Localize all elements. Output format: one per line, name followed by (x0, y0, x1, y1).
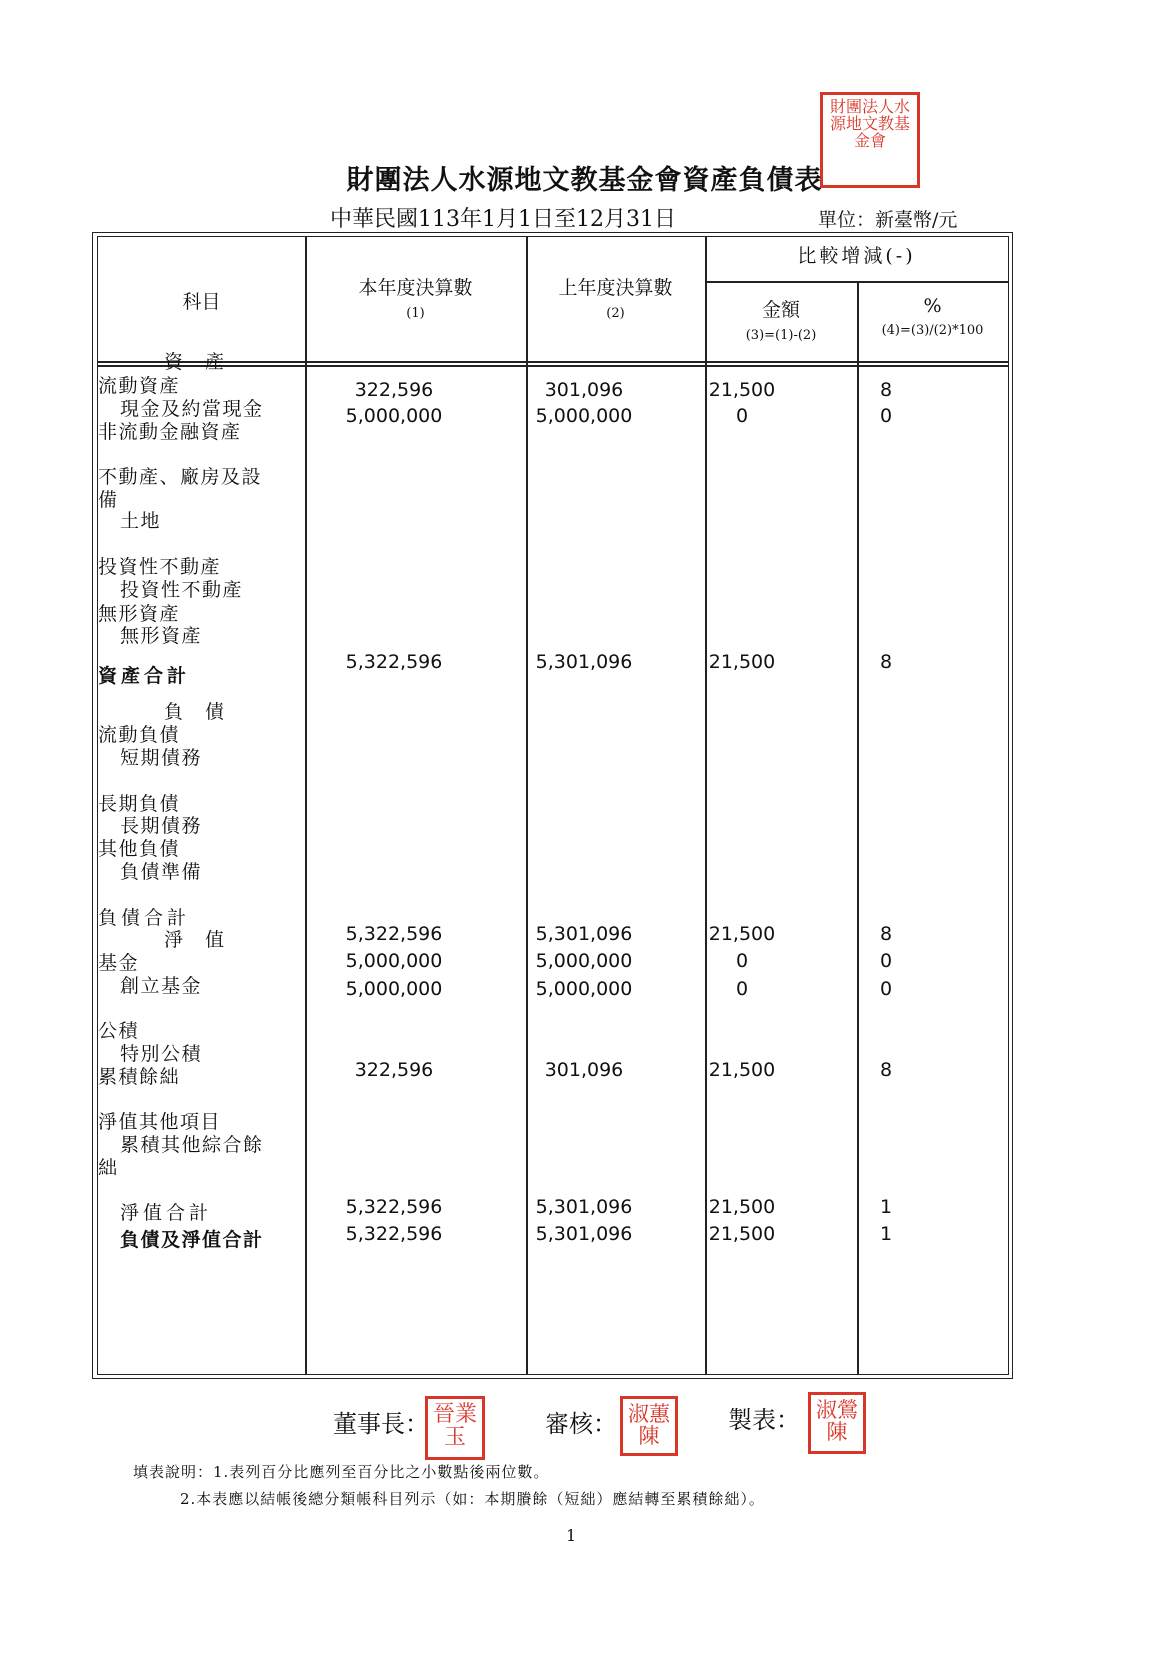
cell-previous: 301,096 (544, 379, 624, 401)
cell-amount: 21,500 (708, 923, 776, 945)
cell-previous: 5,000,000 (535, 950, 633, 972)
label-total-liabilities-equity: 負債及淨值合計 (120, 1229, 264, 1251)
header-item (98, 287, 305, 314)
label-assets-heading: 資 產 (164, 351, 226, 373)
cell-percent: 1 (879, 1196, 893, 1218)
header-percent-label: % (923, 295, 942, 317)
label-long-term-liabilities: 長期負債 (98, 793, 181, 815)
cell-percent: 1 (879, 1223, 893, 1245)
cell-previous: 5,000,000 (535, 978, 633, 1000)
cell-percent: 0 (879, 978, 893, 1000)
chairman-label: 董事長： (333, 1410, 429, 1438)
cell-previous: 5,301,096 (535, 651, 633, 673)
header-divider-double (98, 365, 1008, 367)
review-label: 審核： (545, 1410, 617, 1438)
label-investment-property: 投資性不動產 (98, 556, 222, 578)
label-liability-reserve: 負債準備 (120, 861, 203, 883)
cell-previous: 5,301,096 (535, 1196, 633, 1218)
page-title: 財團法人水源地文教基金會資產負債表 (346, 165, 823, 196)
currency-unit: 單位：新臺幣/元 (818, 209, 958, 231)
cell-current: 5,000,000 (345, 405, 443, 427)
header-percent (857, 295, 1008, 338)
organization-seal-text: 財團法人水源地文教基金會 (829, 97, 910, 150)
cell-previous: 5,000,000 (535, 405, 633, 427)
label-ppe-line1: 不動產、廠房及設 (98, 466, 263, 488)
label-current-assets: 流動資產 (98, 375, 181, 397)
chairman-seal-text: 晉業玉 (432, 1402, 477, 1451)
cell-previous: 5,301,096 (535, 1223, 633, 1245)
cell-current: 5,322,596 (345, 1223, 443, 1245)
label-intangible-sub: 無形資產 (120, 625, 203, 647)
prepare-seal-text: 淑鶯陳 (816, 1398, 858, 1445)
note-1: 填表說明：1.表列百分比應列至百分比之小數點後兩位數。 (133, 1463, 550, 1481)
header-amount (705, 295, 857, 343)
cell-amount: 21,500 (708, 379, 776, 401)
label-special-reserve: 特別公積 (120, 1043, 203, 1065)
cell-amount: 0 (735, 405, 749, 427)
cell-current: 5,000,000 (345, 978, 443, 1000)
label-accumulated-surplus: 累積餘絀 (98, 1066, 181, 1088)
header-percent-note: (4)=(3)/(2)*100 (881, 323, 984, 338)
header-compare-label: 比較增減(-) (797, 245, 916, 267)
cell-percent: 8 (879, 379, 893, 401)
header-item-label: 科目 (182, 291, 221, 313)
cell-current: 5,322,596 (345, 923, 443, 945)
label-reserve: 公積 (98, 1020, 140, 1042)
header-amount-label: 金額 (761, 299, 800, 321)
prepare-label: 製表： (728, 1406, 800, 1434)
cell-current: 5,000,000 (345, 950, 443, 972)
label-investment-property-sub: 投資性不動產 (120, 579, 244, 601)
label-total-equity: 淨值合計 (120, 1202, 213, 1224)
chairman-seal (425, 1396, 485, 1460)
label-other-equity: 淨值其他項目 (98, 1111, 222, 1133)
label-cash: 現金及約當現金 (120, 398, 264, 420)
header-current-label: 本年度決算數 (358, 277, 473, 299)
cell-percent: 0 (879, 405, 893, 427)
header-previous-label: 上年度決算數 (558, 277, 673, 299)
header-current-note: (1) (406, 306, 425, 321)
header-amount-note: (3)=(1)-(2) (745, 328, 817, 343)
label-total-liabilities: 負債合計 (98, 907, 191, 929)
label-total-assets: 資產合計 (98, 665, 191, 687)
column-divider (305, 237, 307, 1374)
header-previous (526, 273, 705, 321)
cell-amount: 0 (735, 978, 749, 1000)
cell-current: 322,596 (354, 379, 434, 401)
cell-current: 5,322,596 (345, 1196, 443, 1218)
header-compare (705, 241, 1008, 268)
report-period: 中華民國113年1月1日至12月31日 (330, 207, 676, 232)
label-fund: 基金 (98, 952, 140, 974)
cell-amount: 21,500 (708, 651, 776, 673)
label-other-liabilities: 其他負債 (98, 838, 181, 860)
label-short-term-debt: 短期債務 (120, 747, 203, 769)
review-seal (620, 1396, 678, 1456)
header-current (305, 273, 526, 321)
header-divider (98, 361, 1008, 363)
balance-sheet-table (97, 236, 1009, 1375)
cell-percent: 8 (879, 1059, 893, 1081)
note-2: 2.本表應以結帳後總分類帳科目列示（如：本期賸餘（短絀）應結轉至累積餘絀）。 (180, 1490, 765, 1508)
header-previous-note: (2) (606, 306, 625, 321)
label-current-liabilities: 流動負債 (98, 724, 181, 746)
cell-percent: 8 (879, 923, 893, 945)
cell-previous: 301,096 (544, 1059, 624, 1081)
cell-current: 322,596 (354, 1059, 434, 1081)
label-equity-heading: 淨 值 (164, 929, 226, 951)
cell-current: 5,322,596 (345, 651, 443, 673)
label-intangible: 無形資產 (98, 603, 181, 625)
cell-previous: 5,301,096 (535, 923, 633, 945)
cell-amount: 21,500 (708, 1196, 776, 1218)
label-liabilities-heading: 負 債 (164, 701, 226, 723)
label-accum-oci-line2: 絀 (98, 1157, 119, 1179)
review-seal-text: 淑蕙陳 (628, 1402, 670, 1449)
label-long-term-debt: 長期債務 (120, 815, 203, 837)
cell-percent: 8 (879, 651, 893, 673)
cell-amount: 0 (735, 950, 749, 972)
cell-amount: 21,500 (708, 1223, 776, 1245)
cell-percent: 0 (879, 950, 893, 972)
compare-header-divider (705, 281, 1008, 283)
prepare-seal (808, 1392, 866, 1454)
label-founding-fund: 創立基金 (120, 975, 203, 997)
label-land: 土地 (120, 510, 162, 532)
label-accum-oci-line1: 累積其他綜合餘 (120, 1134, 264, 1156)
label-ppe-line2: 備 (98, 489, 119, 511)
page-number: 1 (566, 1526, 577, 1545)
cell-amount: 21,500 (708, 1059, 776, 1081)
label-noncurrent-financial: 非流動金融資產 (98, 421, 242, 443)
